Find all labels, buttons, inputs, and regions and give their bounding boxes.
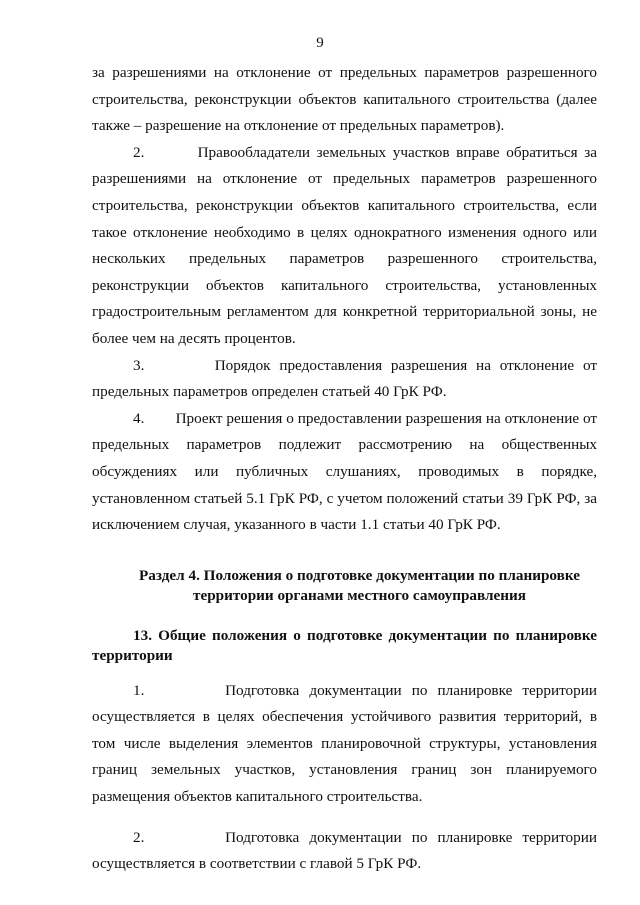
paragraph-continuation: за разрешениями на отклонение от предельных параметров разрешенного строительства, реконструкции объектов капитального строительства (далее также – разрешение на отклонение от предельных параметров). bbox=[92, 64, 597, 135]
paragraph-item-2-bottom: 2. Подготовка документации по планировке территории осуществляется в соответствии с главой 5 ГрК РФ. bbox=[92, 828, 597, 873]
page-number: 9 bbox=[316, 35, 324, 51]
section-title: Раздел 4. Положения о подготовке документации по планировке территории органами местного самоуправления bbox=[139, 566, 580, 604]
document-body bbox=[92, 60, 597, 878]
paragraph-item-1-bottom: 1. Подготовка документации по планировке территории осуществляется в целях обеспечения устойчивого развития территорий, в том числе выделения элементов планировочной структуры, установления границ земельных участков, установления границ зон планируемого размещения объектов капитального строительства. bbox=[92, 681, 597, 806]
subsection-title: 13. Общие положения о подготовке документации по планировке территории bbox=[92, 626, 597, 664]
paragraph-item-3: 3. Порядок предоставления разрешения на отклонение от предельных параметров определен статьей 40 ГрК РФ. bbox=[92, 356, 597, 401]
paragraph-item-2: 2. Правообладатели земельных участков вправе обратиться за разрешениями на отклонение от предельных параметров разрешенного строительства, реконструкции объектов капитального строительства, если такое отклонение необходимо в целях однократного изменения одного или нескольких предельных параметров разрешенного строительства, реконструкции объектов капитального строительства, установленных градостроительным регламентом для конкретной территориальной зоны, не более чем на десять процентов. bbox=[92, 143, 597, 347]
paragraph-item-4: 4. Проект решения о предоставлении разрешения на отклонение от предельных параметров подлежит рассмотрению на общественных обсуждениях или публичных слушаниях, проводимых в порядке, установленном статьей 5.1 ГрК РФ, с учетом положений статьи 39 ГрК РФ, за исключением случая, указанного в части 1.1 статьи 40 ГрК РФ. bbox=[92, 409, 597, 534]
